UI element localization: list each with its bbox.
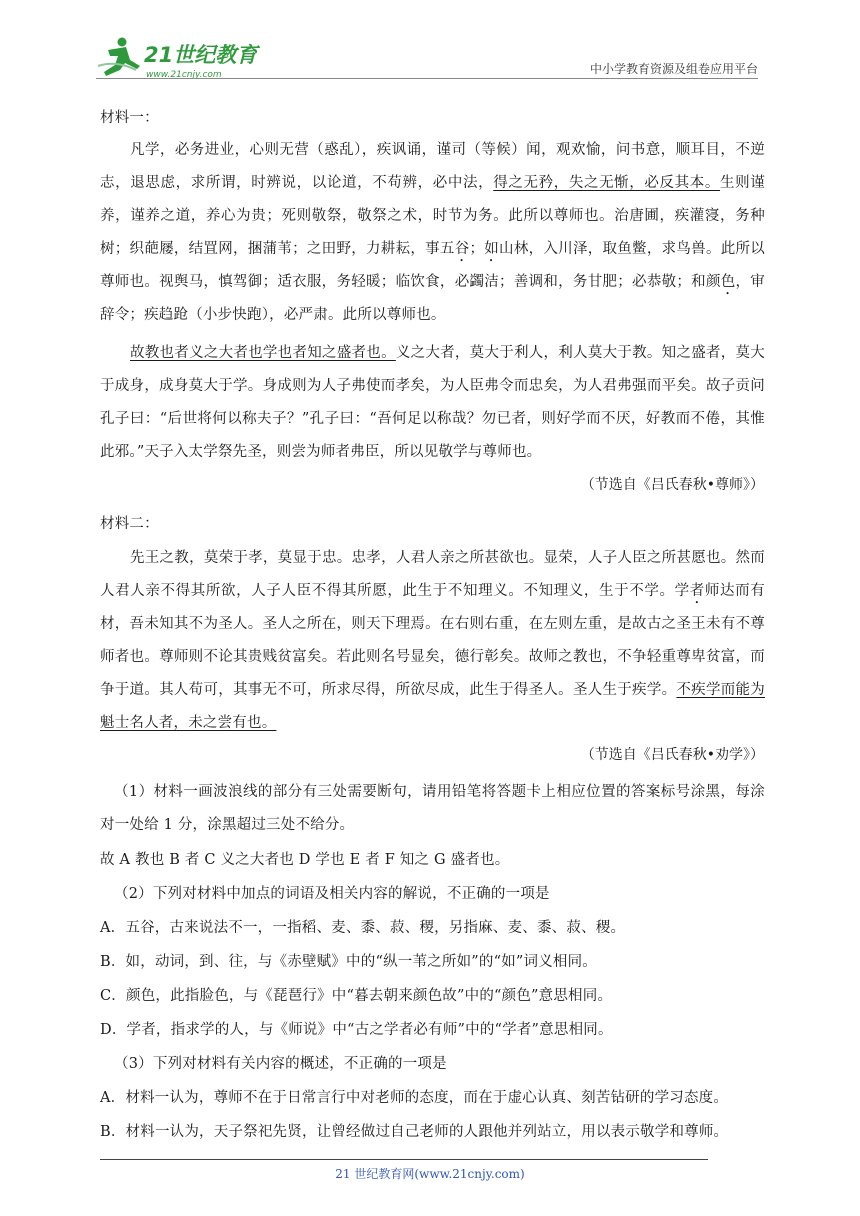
material-1-paragraph-2: 故教也者义之大者也学也者知之盛者也。义之大者，莫大于利人，利人莫大于教。知之盛者，莫大于成身，成身莫大于学。身成则为人子弗使而孝矣，为人臣弗令而忠矣，为人君弗强而平矣。故子贡问孔子曰：“后世将何以称夫子？”孔子曰：“吾何足以称哉？勿已者，则好学而不厌，好教而不倦，其惟此邪。”天子入太学祭先圣，则尝为师者弗臣，所以见敬学与尊师也。 — [100, 345, 765, 460]
logo-text: 21世纪教育 — [144, 43, 258, 67]
question-2-option-b: B．如，动词，到、往，与《赤壁赋》中的“纵一苇之所如”的“如”词义相同。 — [100, 954, 598, 970]
question-1: （1）材料一画波浪线的部分有三处需要断句，请用铅笔将答题卡上相应位置的答案标号涂黑，每涂对一处给 1 分，涂黑超过三处不给分。 — [100, 784, 765, 833]
question-3: （3）下列对材料有关内容的概述，不正确的一项是 — [114, 1056, 447, 1072]
header-divider — [96, 78, 758, 79]
question-2-option-c: C．颜色，此指脸色，与《琵琶行》中“暮去朝来颜色故”中的“颜色”意思相同。 — [100, 988, 613, 1004]
wavy-line-sentence: 故教也者义之大者也学也者知之盛者也。 — [130, 345, 396, 361]
underlined-sentence: 得之无矜，失之无惭，必反其本。 — [493, 175, 721, 191]
site-logo — [96, 36, 266, 80]
question-2-option-a: A．五谷，古来说法不一，一指稻、麦、黍、菽、稷，另指麻、麦、黍、菽、稷。 — [100, 920, 626, 936]
dotted-word-gu: 谷 — [454, 241, 470, 257]
question-1-sentence: 故 A 教也 B 者 C 义之大者也 D 学也 E 者 F 知之 G 盛者也。 — [100, 852, 510, 868]
page-header — [96, 30, 758, 80]
question-2-option-d: D．学者，指求学的人，与《师说》中“古之学者必有师”中的“学者”意思相同。 — [100, 1022, 613, 1038]
material-1-title: 材料一： — [100, 110, 159, 126]
question-3-option-a: A．材料一认为，尊师不在于日常言行中对老师的态度，而在于虚心认真、刻苦钻研的学习态度。 — [100, 1090, 729, 1106]
material-2-paragraph: 先王之教，莫荣于孝，莫显于忠。忠孝，人君人亲之所甚欲也。显荣，人子人臣之所甚愿也。然而人君人亲不得其所欲，人子人臣不得其所愿，此生于不知理义。不知理义，生于不学。学者师达而有材，吾未知其不为圣人。圣人之所在，则天下理焉。在右则右重，在左则左重，是故古之圣王未有不尊师者也。尊师则不论其贵贱贫富矣。若此则名号显矣，德行彰矣。故师之教也，不争轻重尊卑贫富，而争于道。其人苟可，其事无不可，所求尽得，所欲尽成，此生于得圣人。圣人生于疾学。不疾学而能为魁士名人者，未之尝有也。 — [100, 550, 766, 731]
logo-url: www.21cnjy.com — [146, 70, 222, 80]
material-2-source: （节选自《吕氏春秋•劝学》） — [580, 747, 764, 763]
question-3-option-b: B．材料一认为，天子祭祀先贤，让曾经做过自己老师的人跟他并列站立，用以表示敬学和尊师。 — [100, 1124, 729, 1140]
dotted-word-ru: 如 — [484, 241, 500, 257]
runner-icon — [98, 38, 140, 77]
footer-divider — [100, 1159, 708, 1160]
material-2-title: 材料二： — [100, 516, 159, 532]
material-1-source: （节选自《吕氏春秋•尊师》） — [580, 477, 764, 493]
question-2: （2）下列对材料中加点的词语及相关内容的解说，不正确的一项是 — [114, 886, 550, 902]
footer-text[interactable]: 21 世纪教育网(www.21cnjy.com) — [335, 1167, 525, 1181]
dotted-word-zhe: 者 — [689, 583, 705, 599]
dotted-word-se: 色 — [720, 274, 736, 290]
header-tagline: 中小学教育资源及组卷应用平台 — [589, 62, 758, 76]
underlined-sentence-2: 不疾学而能为魁士名人者，未之尝有也。 — [100, 682, 766, 731]
material-1-paragraph-1: 凡学，必务进业，心则无营（惑乱），疾讽诵，谨司（等候）闻，观欢愉，问书意，顺耳目，不逆志，退思虑，求所谓，时辨说，以论道，不苟辨，必中法，得之无矜，失之无惭，必反其本。生则谨养，谨养之道，养心为贵；死则敬祭，敬祭之术，时节为务。此所以尊师也。治唐圃，疾灌寖，务种树；织葩屦，结罝网，捆蒲苇；之田野，力耕耘，事五谷；如山林，入川泽，取鱼鳖，求鸟兽。此所以尊师也。视舆马，慎驾御；适衣服，务轻暖；临饮食，必蠲洁；善调和，务甘肥；必恭敬；和颜色，审辞令；疾趋跄（小步快跑），必严肃。此所以尊师也。 — [100, 142, 765, 323]
